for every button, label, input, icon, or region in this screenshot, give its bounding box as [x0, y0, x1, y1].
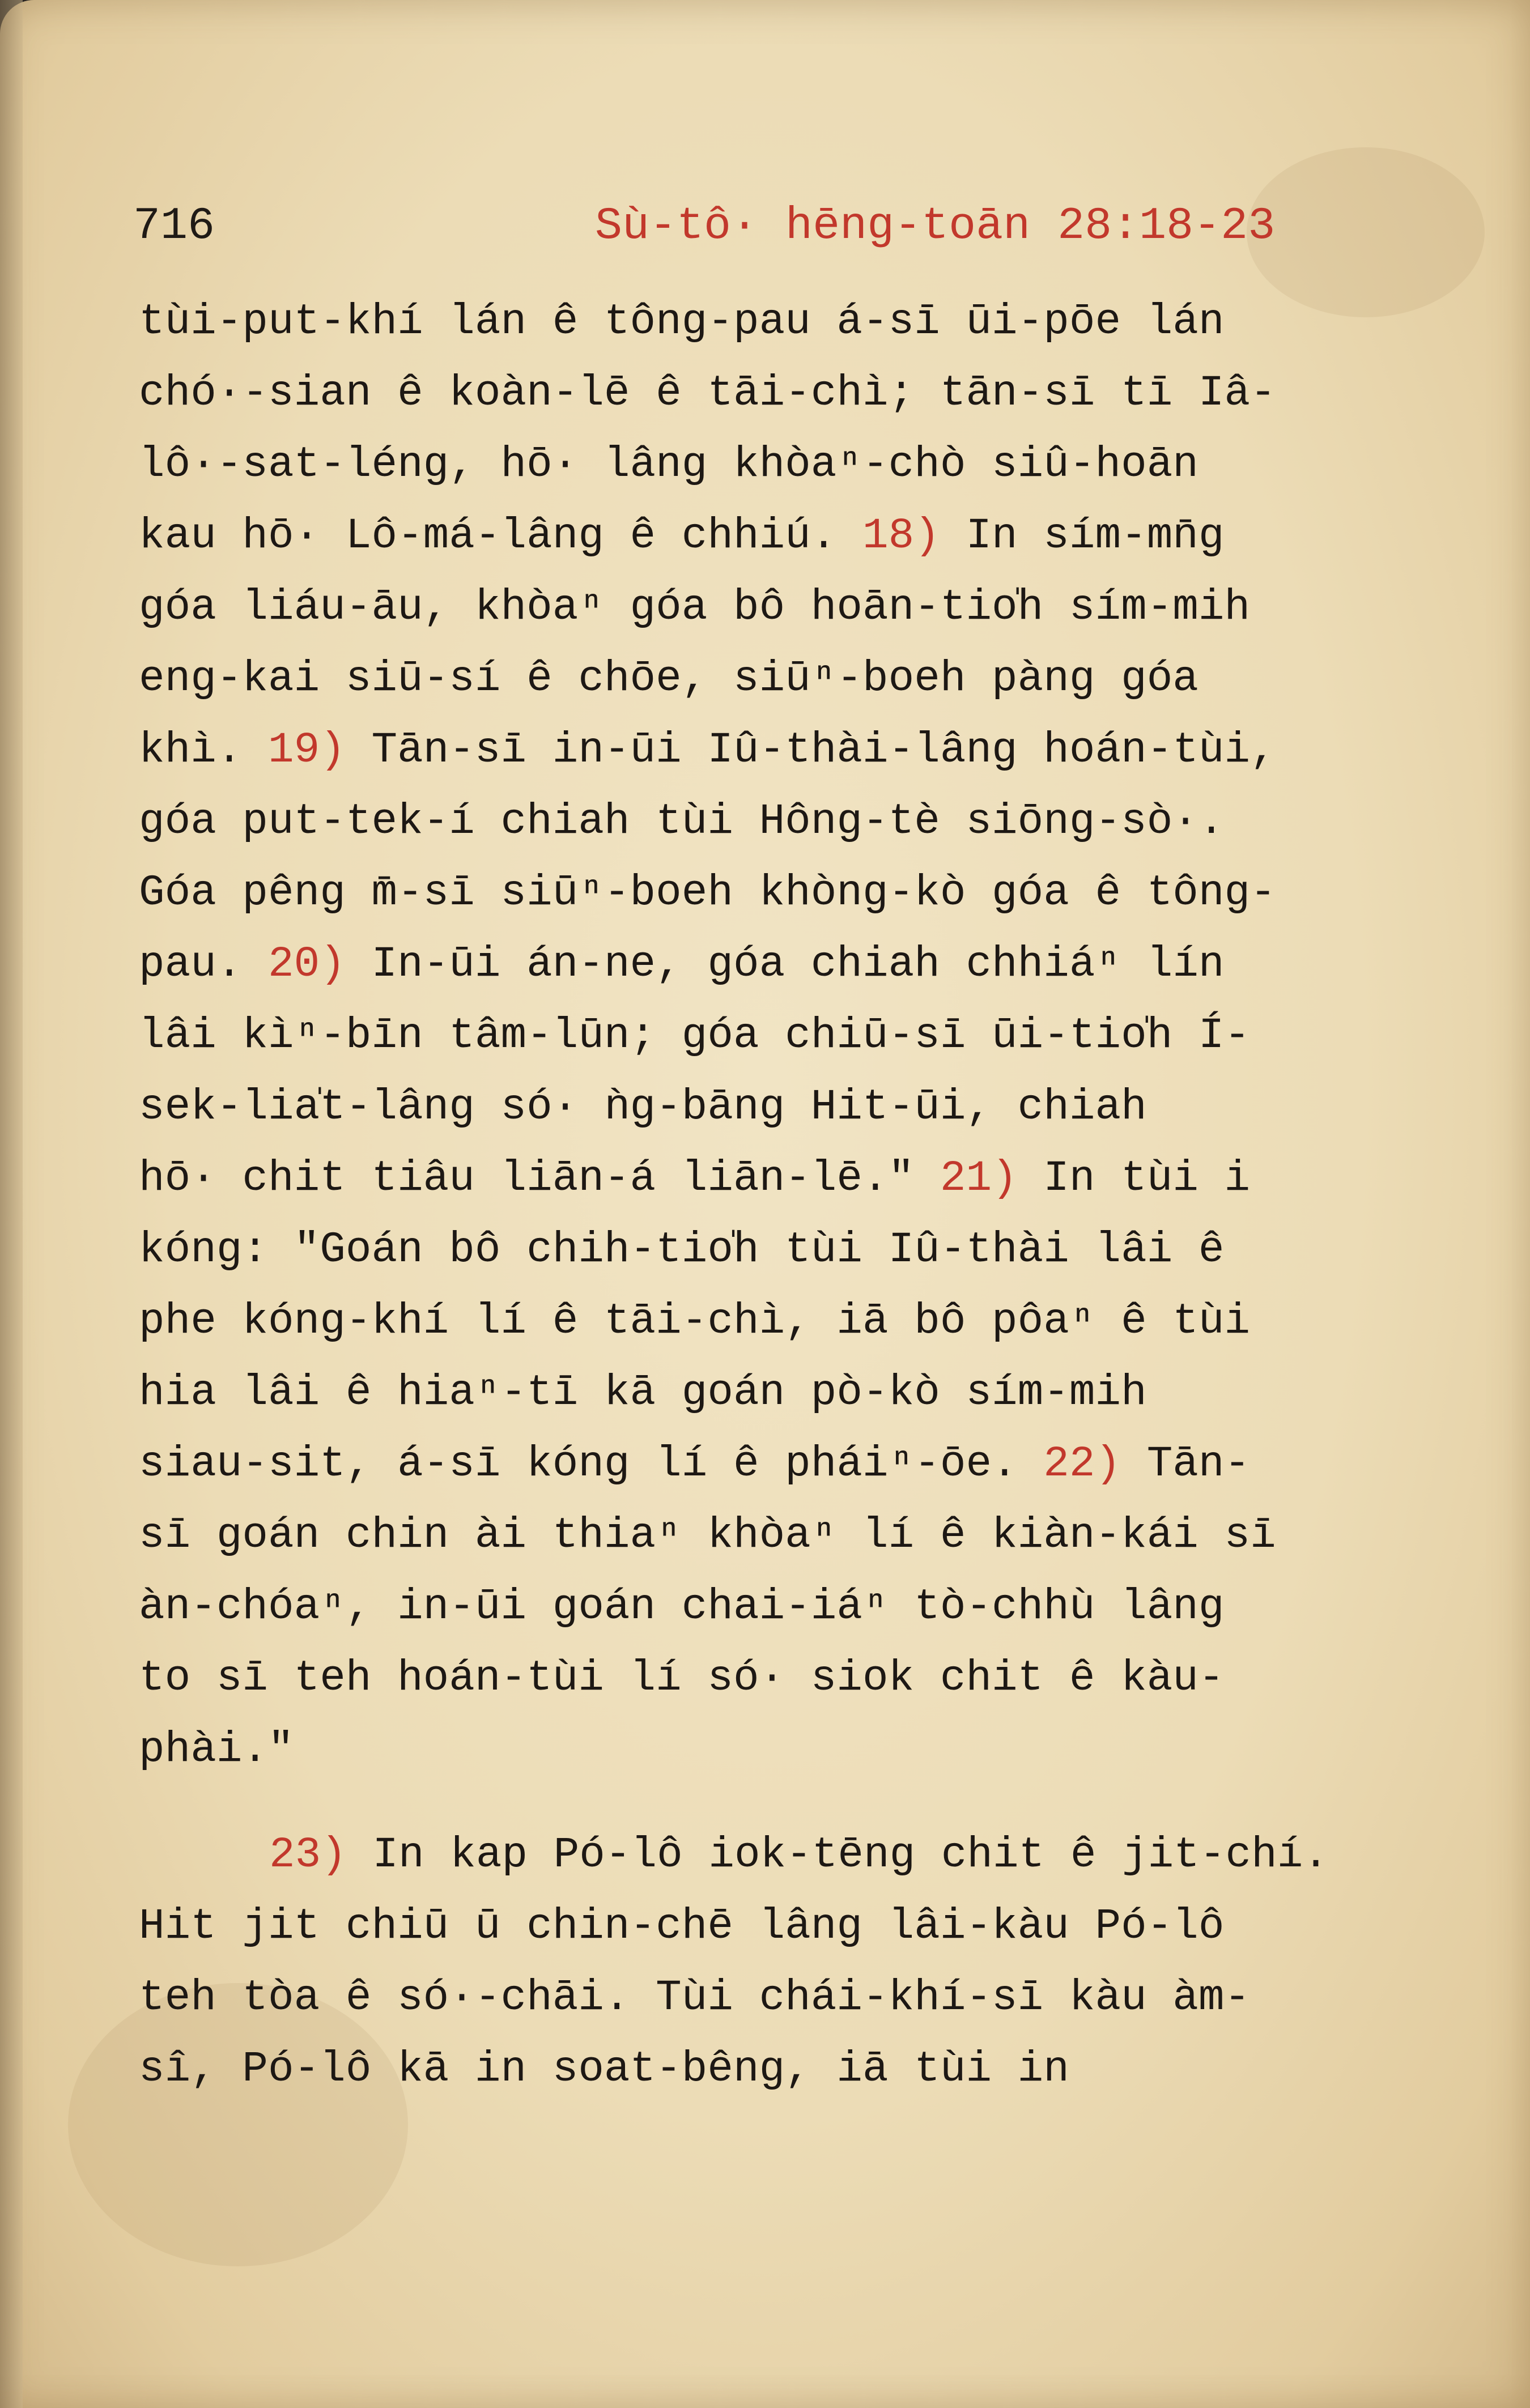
text-line [139, 929, 1431, 1000]
text-line [139, 572, 1431, 643]
text-segment: teh tòa ê só·-chāi. Tùi chái-khí-sī kàu àm- [139, 1973, 1251, 2022]
text-segment: chó·-sian ê koàn-lē ê tāi-chì; tān-sī tī Iâ- [139, 369, 1276, 418]
text-segment: góa put-tek-í chiah tùi Hông-tè siōng-sò·. [139, 797, 1225, 846]
text-segment: lâi kìⁿ-bīn tâm-lūn; góa chiū-sī ūi-tio̍h Í- [139, 1011, 1251, 1060]
text-segment: to sī teh hoán-tùi lí só· siok chit ê kàu- [139, 1654, 1225, 1703]
text-segment: In sím-mn̄g [940, 512, 1225, 560]
text-segment: phài." [139, 1725, 294, 1774]
text-segment: kóng: "Goán bô chih-tio̍h tùi Iû-thài lâi ê [139, 1226, 1225, 1274]
text-line [139, 1143, 1431, 1214]
verse-number: 18) [862, 512, 940, 560]
text-segment: hō· chit tiâu liān-á liān-lē." [139, 1154, 940, 1203]
text-line [139, 2033, 1431, 2105]
text-line [139, 1962, 1431, 2033]
text-line [139, 1428, 1431, 1500]
verse-number: 21) [940, 1154, 1018, 1203]
text-line [139, 786, 1431, 857]
text-segment: pau. [139, 940, 269, 989]
text-segment: siau-sit, á-sī kóng lí ê pháiⁿ-ōe. [139, 1440, 1044, 1488]
text-line [139, 1643, 1431, 1714]
verse-number: 20) [268, 940, 346, 989]
text-line [139, 1286, 1431, 1357]
text-line [139, 1891, 1431, 1962]
text-line [139, 643, 1431, 714]
verse-number: 22) [1043, 1440, 1121, 1488]
text-line [139, 286, 1431, 358]
text-segment: tùi-put-khí lán ê tông-pau á-sī ūi-pōe lán [139, 297, 1225, 346]
text-segment: sek-lia̍t-lâng só· ǹg-bāng Hit-ūi, chiah [139, 1083, 1147, 1131]
page-number: 716 [133, 201, 215, 252]
text-line [139, 500, 1431, 572]
page-spine-shadow [0, 0, 23, 2408]
text-segment: kau hō· Lô-má-lâng ê chhiú. [139, 512, 863, 560]
text-line [139, 429, 1431, 500]
text-segment: In kap Pó-lô iok-tēng chit ê jit-chí. [346, 1831, 1329, 1879]
text-line [139, 1214, 1431, 1286]
text-line [139, 1714, 1431, 1785]
scripture-text-block [139, 286, 1431, 2105]
text-segment: lô·-sat-léng, hō· lâng khòaⁿ-chò siû-hoān [139, 440, 1198, 489]
text-segment: Góa pêng m̄-sī siūⁿ-boeh khòng-kò góa ê tông- [139, 869, 1276, 917]
text-segment: eng-kai siū-sí ê chōe, siūⁿ-boeh pàng góa [139, 654, 1198, 703]
page-header [133, 195, 1357, 258]
text-segment: Hit jit chiū ū chin-chē lâng lâi-kàu Pó-lô [139, 1902, 1225, 1951]
text-line [139, 1071, 1431, 1143]
text-segment: àn-chóaⁿ, in-ūi goán chai-iáⁿ tò-chhù lâng [139, 1582, 1225, 1631]
text-segment: Tān- [1121, 1440, 1251, 1488]
running-title: Sù-tô· hēng-toān 28:18-23 [595, 201, 1276, 252]
text-segment: sī goán chin ài thiaⁿ khòaⁿ lí ê kiàn-kái sī [139, 1511, 1276, 1560]
text-line [139, 1819, 1431, 1891]
text-line [139, 358, 1431, 429]
text-line [139, 714, 1431, 786]
text-line [139, 1571, 1431, 1643]
verse-number: 19) [268, 726, 346, 775]
text-line [139, 1500, 1431, 1571]
text-line [139, 857, 1431, 929]
text-segment: hia lâi ê hiaⁿ-tī kā goán pò-kò sím-mih [139, 1368, 1147, 1417]
text-segment: khì. [139, 726, 269, 775]
text-segment: In tùi i [1017, 1154, 1251, 1203]
text-line [139, 1357, 1431, 1428]
text-segment: Tān-sī in-ūi Iû-thài-lâng hoán-tùi, [345, 726, 1276, 775]
text-line [139, 1000, 1431, 1071]
verse-number: 23) [269, 1831, 347, 1879]
paragraph-gap [139, 1785, 1431, 1819]
text-segment: góa liáu-āu, khòaⁿ góa bô hoān-tio̍h sím-mih [139, 583, 1251, 632]
text-segment: phe kóng-khí lí ê tāi-chì, iā bô pôaⁿ ê tùi [139, 1297, 1251, 1346]
text-segment: sî, Pó-lô kā in soat-bêng, iā tùi in [139, 2045, 1069, 2094]
text-segment: In-ūi án-ne, góa chiah chhiáⁿ lín [345, 940, 1225, 989]
